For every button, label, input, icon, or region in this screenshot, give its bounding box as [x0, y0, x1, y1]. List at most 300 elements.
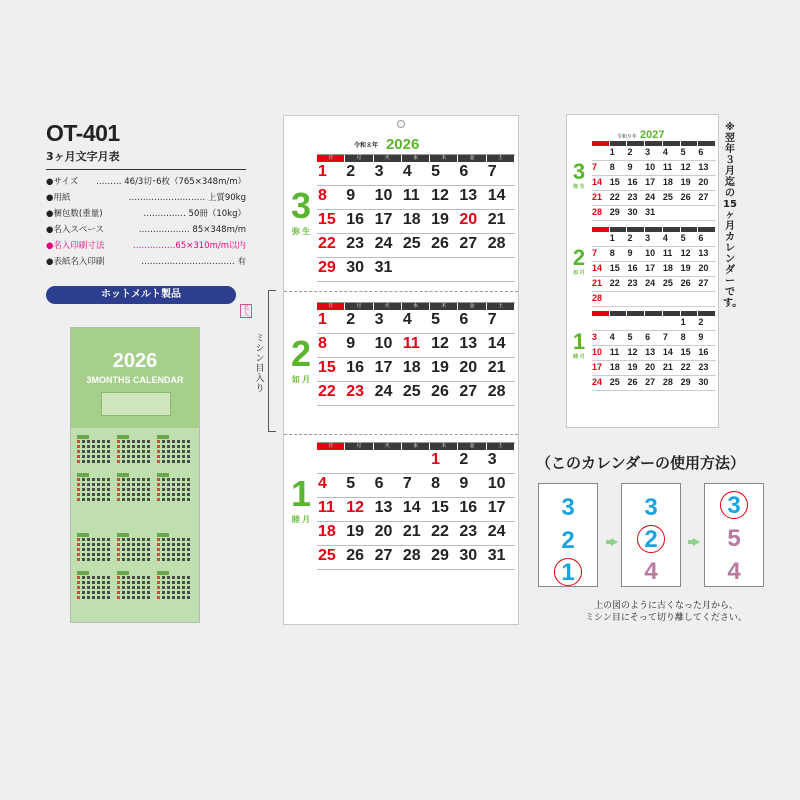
mini-day-mark — [187, 576, 190, 579]
mini-day-mark — [82, 493, 85, 496]
mini-day-mark — [182, 538, 185, 541]
mini-day-mark — [137, 498, 140, 501]
final-week-row — [592, 232, 716, 247]
mini-day-mark — [107, 445, 110, 448]
day-cell: 6 — [459, 311, 469, 328]
mini-day-mark — [177, 483, 180, 486]
weekday-label: 木 — [430, 155, 457, 162]
final-month-name: 弥 生 — [573, 184, 585, 190]
step2-month-mid: 2 — [637, 525, 665, 553]
day-cell: 13 — [459, 335, 478, 352]
mini-day-mark — [77, 483, 80, 486]
mini-day-mark — [122, 498, 125, 501]
month-number: 1 — [290, 473, 312, 514]
mini-day-mark — [102, 483, 105, 486]
mini-day-mark — [127, 478, 130, 481]
mini-day-mark — [122, 460, 125, 463]
mini-day-mark — [147, 576, 150, 579]
mini-day-mark — [97, 576, 100, 579]
cover-year: 2026 — [112, 350, 158, 372]
final-day-cell: 29 — [680, 377, 691, 387]
mini-day-mark — [182, 543, 185, 546]
spec-row — [46, 254, 246, 270]
final-reiwa: 令和９年 — [617, 134, 638, 140]
mini-day-mark — [177, 460, 180, 463]
day-cell: 9 — [346, 335, 356, 352]
mini-day-mark — [147, 440, 150, 443]
mini-day-mark — [77, 591, 80, 594]
mini-day-mark — [172, 493, 175, 496]
day-cell: 29 — [431, 547, 449, 564]
final-day-cell: 2 — [627, 147, 633, 157]
mini-day-mark — [172, 586, 175, 589]
mini-day-mark — [82, 596, 85, 599]
mini-day-mark — [107, 596, 110, 599]
weekday-label: 水 — [402, 443, 429, 450]
mini-day-mark — [157, 538, 160, 541]
mini-day-mark — [117, 576, 120, 579]
mini-day-mark — [127, 488, 130, 491]
mini-day-mark — [132, 455, 135, 458]
day-cell: 6 — [459, 163, 469, 180]
mini-day-mark — [102, 440, 105, 443]
step2-month-bottom: 4 — [644, 558, 658, 585]
mini-day-mark — [167, 483, 170, 486]
spec-label: ●表紙名入印刷 — [46, 257, 105, 267]
final-day-cell: 21 — [662, 362, 673, 372]
day-cell: 8 — [318, 335, 327, 352]
final-day-cell: 25 — [662, 278, 673, 288]
mini-day-mark — [147, 596, 150, 599]
mini-day-mark — [122, 488, 125, 491]
mini-day-mark — [182, 455, 185, 458]
mini-day-mark — [182, 591, 185, 594]
mini-day-mark — [122, 576, 125, 579]
mini-day-mark — [82, 460, 85, 463]
mini-day-mark — [157, 553, 160, 556]
perforation-bracket — [268, 290, 276, 432]
final-day-cell: 26 — [680, 278, 691, 288]
mini-day-mark — [177, 440, 180, 443]
mini-day-mark — [137, 493, 140, 496]
mini-day-mark — [107, 553, 110, 556]
mini-day-mark — [182, 498, 185, 501]
mini-day-mark — [162, 538, 165, 541]
mini-day-mark — [157, 581, 160, 584]
mini-day-mark — [107, 576, 110, 579]
mini-day-mark — [132, 440, 135, 443]
week-row — [317, 546, 515, 570]
day-cell: 28 — [402, 547, 421, 564]
day-cell: 22 — [318, 383, 336, 400]
final-day-cell: 1 — [680, 317, 686, 327]
mini-day-mark — [97, 478, 100, 481]
main-calendar — [283, 115, 519, 625]
mini-day-mark — [157, 586, 160, 589]
step3-month-bottom: 4 — [727, 558, 741, 585]
day-cell: 24 — [374, 383, 393, 400]
mini-day-mark — [132, 483, 135, 486]
day-cell: 3 — [487, 451, 497, 468]
final-day-cell: 28 — [592, 293, 603, 303]
final-day-cell: 3 — [645, 147, 651, 157]
mini-day-mark — [132, 548, 135, 551]
month-grid — [317, 302, 515, 406]
final-day-cell: 6 — [698, 147, 704, 157]
mini-day-mark — [132, 445, 135, 448]
mini-day-mark — [187, 498, 190, 501]
mini-day-mark — [132, 538, 135, 541]
day-cell: 26 — [346, 547, 365, 564]
final-day-cell: 8 — [680, 332, 686, 342]
spec-label: ●サイズ — [46, 177, 79, 187]
mini-day-mark — [147, 483, 150, 486]
mini-day-mark — [107, 450, 110, 453]
calendar-year: 2026 — [385, 136, 420, 153]
spec-value: …………… 50冊（10kg） — [143, 209, 246, 219]
mini-day-mark — [162, 440, 165, 443]
day-cell: 1 — [318, 163, 327, 180]
mini-day-mark — [182, 445, 185, 448]
mini-day-mark — [157, 576, 160, 579]
mini-day-mark — [127, 498, 130, 501]
mini-day-mark — [82, 581, 85, 584]
mini-day-mark — [187, 538, 190, 541]
day-cell: 2 — [346, 163, 356, 180]
mini-day-mark — [87, 596, 90, 599]
final-day-cell: 5 — [627, 332, 633, 342]
day-cell: 10 — [374, 187, 393, 204]
mini-day-mark — [147, 488, 150, 491]
mini-day-mark — [127, 558, 130, 561]
mini-day-mark — [157, 445, 160, 448]
mini-day-mark — [117, 543, 120, 546]
mini-day-mark — [92, 478, 95, 481]
mini-day-mark — [162, 576, 165, 579]
cover-subtitle: 3MONTHS CALENDAR — [86, 375, 184, 385]
mini-day-mark — [157, 596, 160, 599]
mini-day-mark — [107, 478, 110, 481]
mini-day-mark — [142, 586, 145, 589]
spec-row — [46, 222, 246, 238]
mini-day-mark — [102, 445, 105, 448]
mini-day-mark — [122, 581, 125, 584]
final-day-cell: 21 — [592, 278, 603, 288]
mini-day-mark — [127, 581, 130, 584]
mini-day-mark — [177, 581, 180, 584]
mini-day-mark — [102, 586, 105, 589]
mini-day-mark — [162, 483, 165, 486]
month-name: 睦 月 — [291, 515, 311, 524]
mini-day-mark — [162, 548, 165, 551]
final-day-cell: 1 — [609, 147, 615, 157]
month-name: 如 月 — [291, 375, 311, 384]
mini-day-mark — [92, 558, 95, 561]
final-day-cell: 6 — [645, 332, 651, 342]
final-week-row — [592, 146, 716, 161]
final-day-cell: 9 — [627, 162, 633, 172]
mini-day-mark — [182, 440, 185, 443]
final-day-cell: 16 — [698, 347, 709, 357]
mini-day-mark — [182, 553, 185, 556]
mini-day-mark — [92, 538, 95, 541]
mini-day-mark — [157, 548, 160, 551]
mini-day-mark — [87, 538, 90, 541]
mini-day-mark — [132, 488, 135, 491]
final-day-cell — [627, 292, 645, 306]
mini-day-mark — [82, 488, 85, 491]
mini-day-mark — [132, 543, 135, 546]
mini-day-mark — [97, 488, 100, 491]
final-month-grid — [592, 141, 716, 221]
final-day-cell: 10 — [645, 248, 656, 258]
mini-day-mark — [177, 596, 180, 599]
mini-day-mark — [122, 553, 125, 556]
day-cell: 25 — [402, 235, 421, 252]
mini-day-mark — [137, 455, 140, 458]
final-day-cell: 12 — [680, 248, 691, 258]
mini-day-mark — [182, 558, 185, 561]
mini-day-mark — [187, 543, 190, 546]
mini-day-mark — [127, 538, 130, 541]
final-day-cell: 1 — [609, 233, 615, 243]
mini-day-mark — [147, 450, 150, 453]
mini-day-mark — [102, 553, 105, 556]
mini-day-mark — [137, 450, 140, 453]
mini-day-mark — [97, 455, 100, 458]
final-week-row — [592, 331, 716, 346]
day-cell: 15 — [431, 499, 449, 516]
final-day-cell: 7 — [662, 332, 668, 342]
mini-day-mark — [172, 450, 175, 453]
mini-day-mark — [92, 445, 95, 448]
cover-mini-calendars — [71, 428, 199, 622]
mini-day-mark — [147, 543, 150, 546]
final-day-cell — [663, 316, 681, 330]
final-day-cell — [592, 316, 610, 330]
mini-day-mark — [142, 596, 145, 599]
mini-day-mark — [82, 498, 85, 501]
perforation-line — [284, 291, 518, 292]
hotmelt-badge: ホットメルト製品 — [46, 286, 236, 304]
step1-month-top: 3 — [561, 494, 575, 521]
final-day-cell: 8 — [609, 248, 615, 258]
final-day-cell: 23 — [627, 278, 638, 288]
mini-day-mark — [142, 478, 145, 481]
mini-day-mark — [122, 478, 125, 481]
mini-calendar-tab — [157, 533, 169, 537]
mini-day-mark — [127, 460, 130, 463]
mini-day-mark — [167, 548, 170, 551]
mini-day-mark — [107, 498, 110, 501]
mini-day-mark — [187, 455, 190, 458]
final-day-cell: 18 — [609, 362, 620, 372]
weekday-label: 土 — [487, 303, 514, 310]
spec-value: ……………65×310m/m以内 — [132, 241, 246, 251]
final-day-cell: 28 — [662, 377, 673, 387]
mini-day-mark — [157, 591, 160, 594]
mini-day-mark — [97, 493, 100, 496]
mini-day-mark — [177, 493, 180, 496]
final-month-grid — [592, 311, 716, 391]
mini-day-mark — [142, 455, 145, 458]
final-day-cell: 10 — [592, 347, 603, 357]
final-day-cell: 4 — [609, 332, 615, 342]
day-cell: 11 — [318, 499, 335, 516]
final-day-cell: 13 — [698, 248, 709, 258]
mini-day-mark — [172, 478, 175, 481]
day-cell: 16 — [346, 359, 365, 376]
mini-day-mark — [147, 553, 150, 556]
mini-day-mark — [147, 445, 150, 448]
day-cell: 14 — [402, 499, 421, 516]
mini-day-mark — [147, 455, 150, 458]
mini-day-mark — [77, 543, 80, 546]
mini-day-mark — [127, 553, 130, 556]
final-week-row — [592, 316, 716, 331]
day-cell: 6 — [374, 475, 384, 492]
day-cell: 21 — [487, 211, 506, 228]
mini-day-mark — [172, 455, 175, 458]
mini-day-mark — [87, 440, 90, 443]
mini-day-mark — [172, 576, 175, 579]
final-day-cell — [592, 146, 610, 160]
weekday-label: 木 — [430, 303, 457, 310]
mini-day-mark — [117, 558, 120, 561]
mini-day-mark — [147, 498, 150, 501]
mini-day-mark — [187, 440, 190, 443]
final-day-cell: 7 — [592, 248, 598, 258]
day-cell: 8 — [431, 475, 441, 492]
cover-calendar-grid — [71, 428, 199, 622]
final-month-name: 如 月 — [573, 270, 585, 276]
day-cell — [402, 258, 430, 281]
mini-day-mark — [97, 483, 100, 486]
day-cell: 19 — [431, 359, 449, 376]
mini-day-mark — [137, 591, 140, 594]
day-cell: 4 — [318, 475, 327, 492]
final-day-cell: 11 — [662, 162, 673, 172]
mini-day-mark — [107, 493, 110, 496]
mini-day-mark — [122, 543, 125, 546]
mini-day-mark — [187, 548, 190, 551]
mini-day-mark — [97, 543, 100, 546]
month-name: 弥 生 — [291, 227, 311, 236]
mini-day-mark — [87, 581, 90, 584]
final-day-cell: 20 — [698, 177, 709, 187]
mini-day-mark — [142, 548, 145, 551]
mini-day-mark — [142, 445, 145, 448]
mini-day-mark — [82, 576, 85, 579]
mini-day-mark — [127, 440, 130, 443]
final-day-cell: 19 — [680, 177, 691, 187]
final-day-cell: 13 — [698, 162, 709, 172]
final-day-cell: 24 — [592, 377, 603, 387]
final-day-cell: 14 — [592, 177, 603, 187]
mini-day-mark — [102, 478, 105, 481]
mini-day-mark — [127, 543, 130, 546]
mini-day-mark — [102, 493, 105, 496]
mini-day-mark — [132, 586, 135, 589]
mini-day-mark — [87, 591, 90, 594]
mini-day-mark — [167, 596, 170, 599]
mini-day-mark — [167, 576, 170, 579]
mini-day-mark — [102, 548, 105, 551]
mini-day-mark — [142, 483, 145, 486]
day-cell: 7 — [487, 163, 497, 180]
final-day-cell: 3 — [645, 233, 651, 243]
mini-day-mark — [177, 576, 180, 579]
final-day-cell: 5 — [680, 147, 686, 157]
mini-day-mark — [132, 498, 135, 501]
step3-month-top: 3 — [720, 491, 748, 519]
day-cell: 18 — [402, 359, 421, 376]
mini-day-mark — [137, 548, 140, 551]
mini-day-mark — [162, 543, 165, 546]
day-cell: 30 — [346, 259, 365, 276]
day-cell: 11 — [402, 335, 420, 352]
mini-day-mark — [177, 543, 180, 546]
final-day-cell: 26 — [680, 192, 691, 202]
day-cell — [487, 258, 515, 281]
weekday-label: 金 — [458, 443, 485, 450]
day-cell: 27 — [459, 383, 478, 400]
mini-day-mark — [167, 591, 170, 594]
final-day-cell: 21 — [592, 192, 603, 202]
final-day-cell — [610, 316, 628, 330]
mini-day-mark — [167, 445, 170, 448]
mini-day-mark — [92, 440, 95, 443]
mini-day-mark — [107, 548, 110, 551]
divider — [46, 169, 246, 170]
mini-day-mark — [142, 460, 145, 463]
mini-day-mark — [162, 450, 165, 453]
final-week-row — [592, 262, 716, 277]
day-cell: 23 — [346, 235, 365, 252]
mini-day-mark — [182, 460, 185, 463]
mini-day-mark — [142, 591, 145, 594]
final-day-cell: 5 — [680, 233, 686, 243]
mini-day-mark — [177, 488, 180, 491]
mini-day-mark — [87, 558, 90, 561]
day-cell: 7 — [487, 311, 497, 328]
mini-day-mark — [162, 558, 165, 561]
final-day-cell: 4 — [662, 233, 668, 243]
mini-day-mark — [122, 558, 125, 561]
week-row — [317, 258, 515, 282]
mini-day-mark — [187, 493, 190, 496]
mini-day-mark — [87, 460, 90, 463]
day-cell — [317, 450, 345, 473]
mini-day-mark — [177, 478, 180, 481]
mini-day-mark — [132, 596, 135, 599]
weekday-header — [317, 303, 515, 310]
mini-day-mark — [167, 586, 170, 589]
day-cell: 28 — [487, 383, 506, 400]
mini-day-mark — [157, 488, 160, 491]
day-cell: 5 — [431, 163, 441, 180]
mini-day-mark — [187, 581, 190, 584]
final-day-cell: 29 — [609, 207, 620, 217]
final-month-label — [570, 247, 588, 276]
day-cell: 31 — [487, 547, 506, 564]
mini-day-mark — [92, 455, 95, 458]
mini-day-mark — [102, 455, 105, 458]
mini-day-mark — [117, 493, 120, 496]
day-cell: 25 — [318, 547, 336, 564]
week-row — [317, 210, 515, 234]
mini-day-mark — [82, 558, 85, 561]
